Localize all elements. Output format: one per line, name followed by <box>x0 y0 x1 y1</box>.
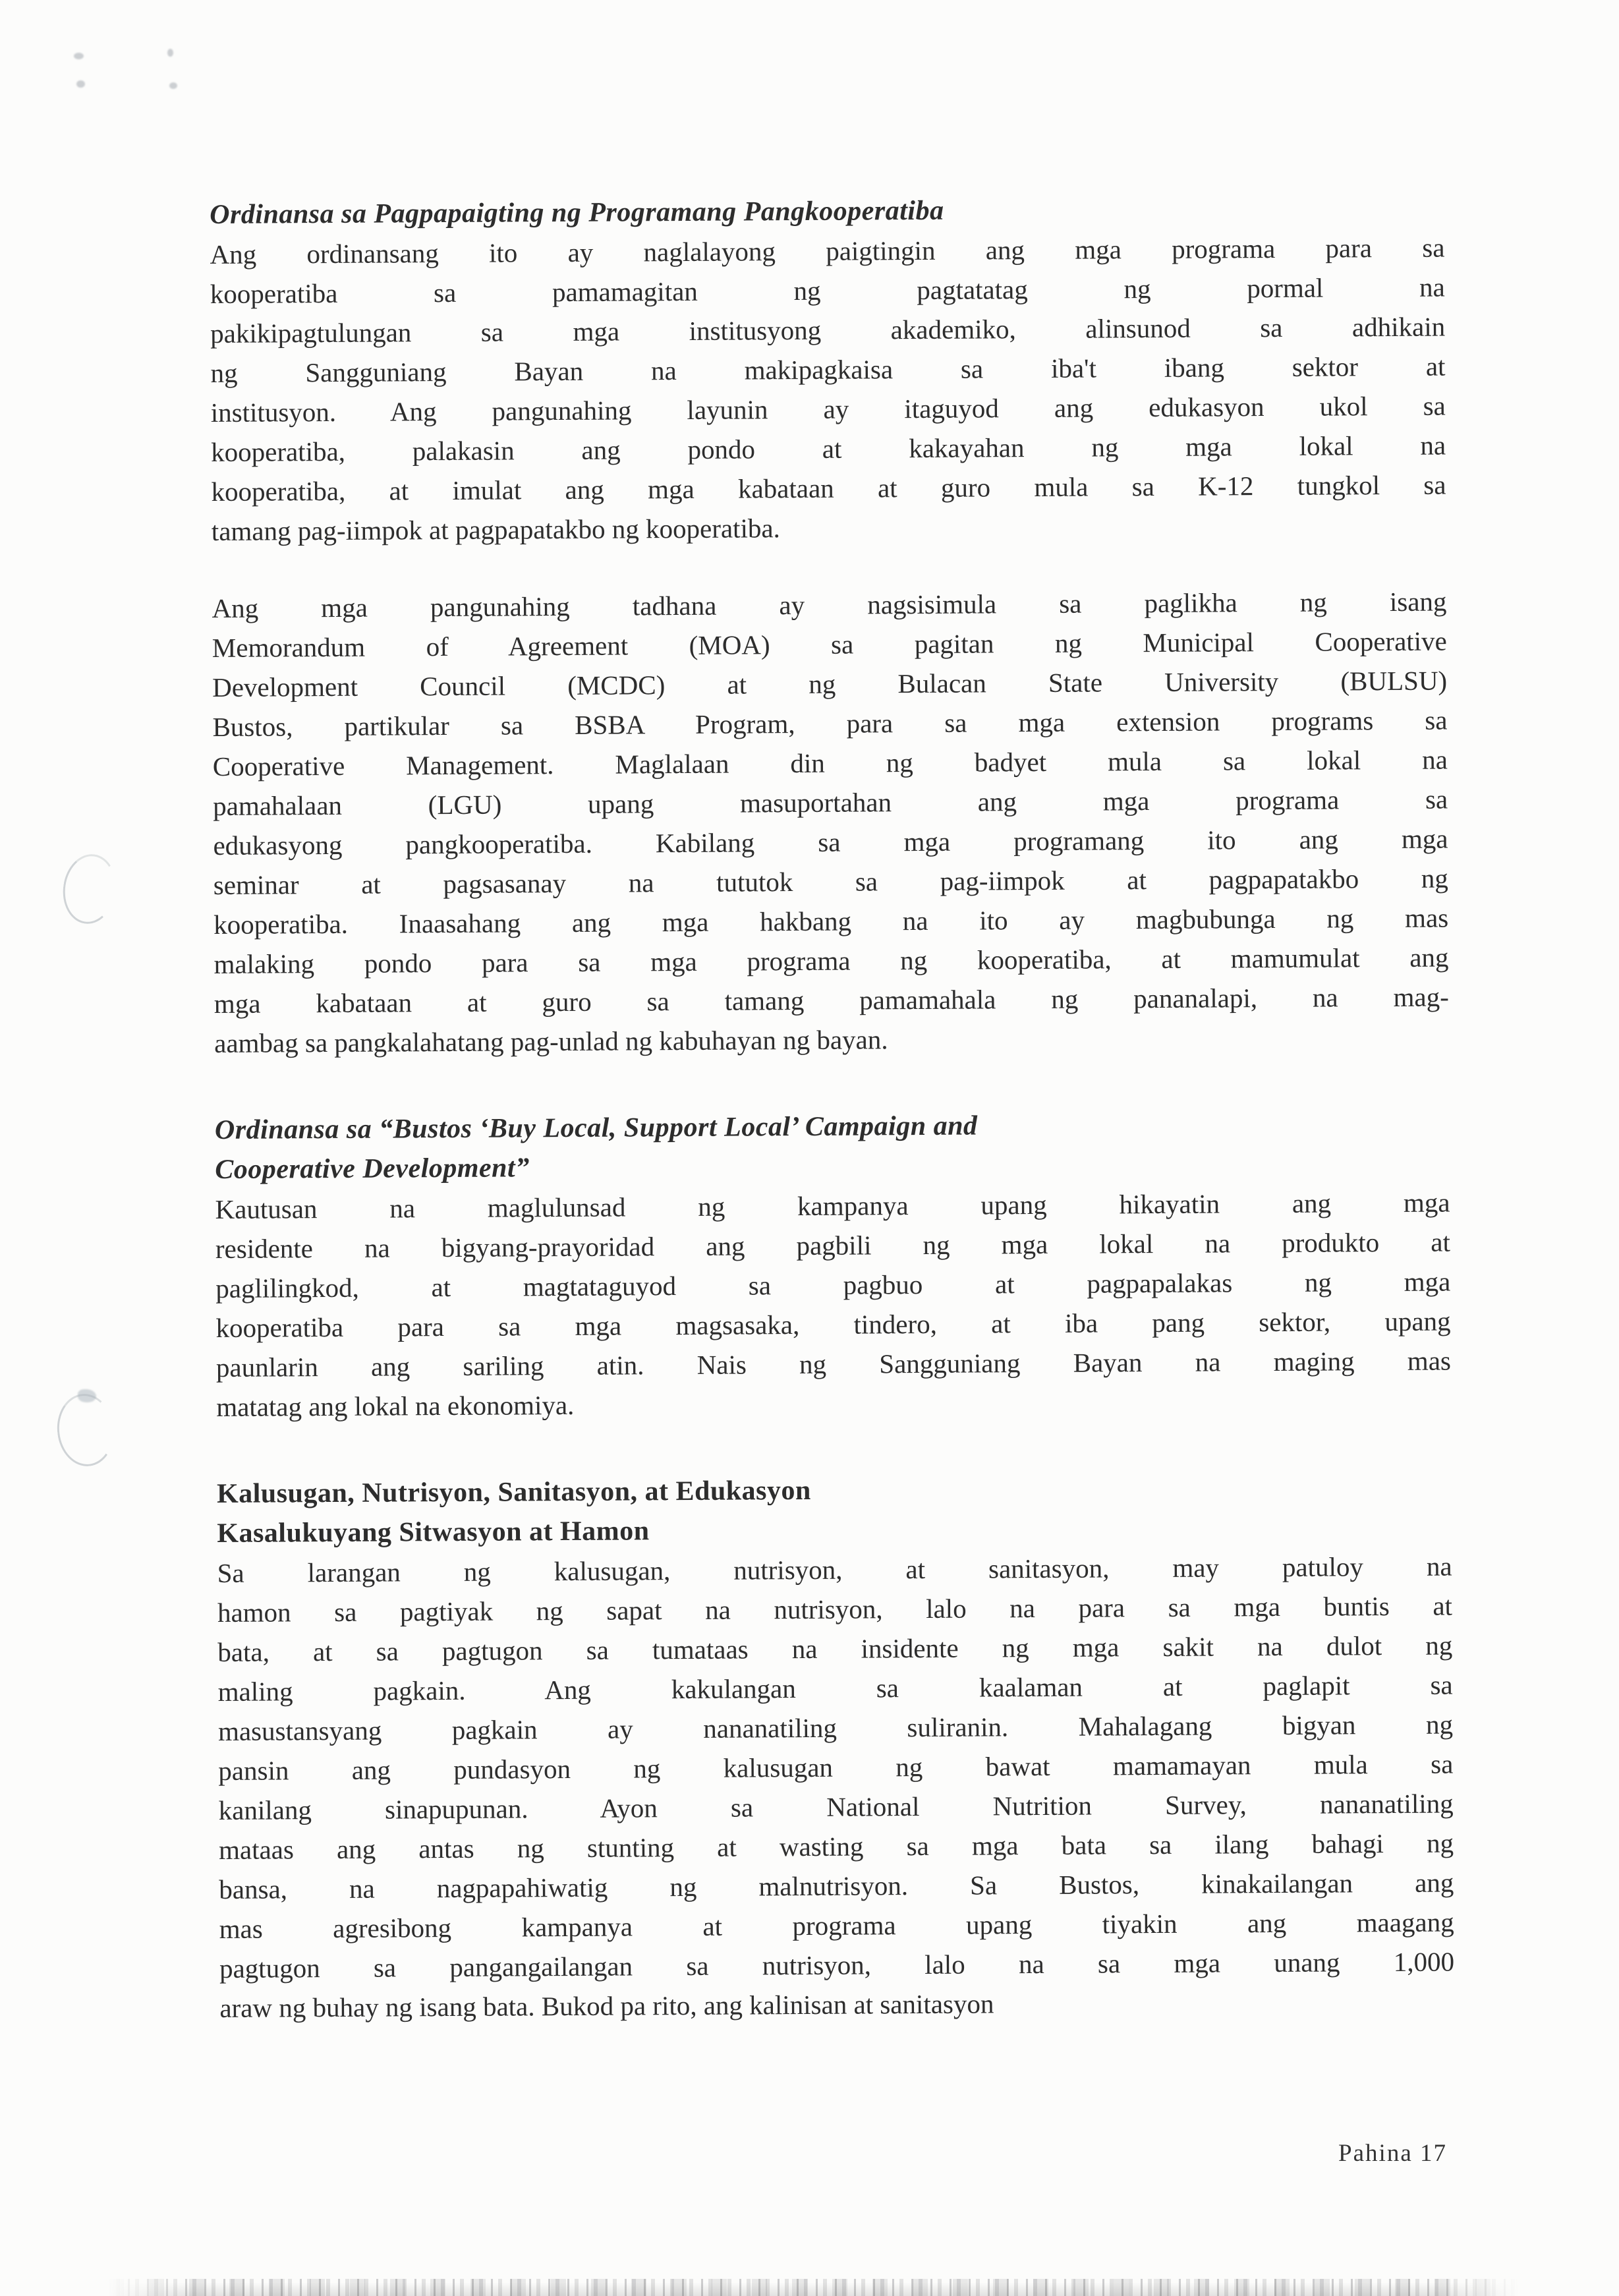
paragraph: Ang ordinansang ito ay naglalayong paigtingin ang mga programa para sa kooperatiba sa pamamagitan ng pagtatatag ng pormal na pakikipagtulungan sa mga institusyong akademiko, alinsunod sa adhikain ng Sangguniang Bayan na makipagkaisa sa iba't ibang sektor at institusyon. Ang pangunahing layunin ay itaguyod ang edukasyon ukol sa kooperatiba, palakasin ang pondo at kakayahan ng mga lokal na kooperatiba, at imulat ang mga kabataan at guro mula sa K-12 tungkol sa tamang pag-iimpok at pagpapatakbo ng kooperatiba. <box>210 232 1446 546</box>
document-content <box>210 188 1455 2028</box>
scan-smudge <box>78 1389 96 1402</box>
punch-hole-mark <box>59 851 121 927</box>
section-heading: Ordinansa sa “Bustos ‘Buy Local, Support Local’ Campaign and Cooperative Development” <box>214 1110 978 1185</box>
section-heading: Ordinansa sa Pagpapaigting ng Programang Pangkooperatiba <box>210 195 944 230</box>
punch-hole-mark <box>53 1391 117 1469</box>
scan-speck <box>76 80 85 88</box>
page-number: Pahina 17 <box>1338 2140 1447 2167</box>
section-buy-local-campaign <box>215 1104 1452 1427</box>
paragraph: Ang mga pangunahing tadhana ay nagsisimula sa paglikha ng isang Memorandum of Agreement (MOA) sa pagitan ng Municipal Cooperative Development Council (MCDC) at ng Bulacan State University (BULSU) Bustos, partikular sa BSBA Program, para sa mga extension programs sa Cooperative Management. Maglalaan din ng badyet mula sa lokal na pamahalaan (LGU) upang masuportahan ang mga programa sa edukasyong pangkooperatiba. Kabilang sa mga programang ito ang mga seminar at pagsasanay na tututok sa pag-iimpok at pagpapatakbo ng kooperatiba. Inaasahang ang mga hakbang na ito ay magbubunga ng mas malaking pondo para sa mga programa ng kooperatiba, at mamumulat ang mga kabataan at guro sa tamang pamamahala ng pananalapi, na mag- aambag sa pangkalahatang pag-unlad ng kabuhayan ng bayan. <box>212 586 1449 1058</box>
section-heading: Kalusugan, Nutrisyon, Sanitasyon, at Edukasyon Kasalukuyang Sitwasyon at Hamon <box>216 1475 811 1549</box>
scan-edge-artifact <box>109 2279 1519 2296</box>
paragraph: Sa larangan ng kalusugan, nutrisyon, at sanitasyon, may patuloy na hamon sa pagtiyak ng sapat na nutrisyon, lalo na para sa mga buntis at bata, at sa pagtugon sa tumataas na insidente ng mga sakit na dulot ng maling pagkain. Ang kakulangan sa kaalaman at paglapit sa masustansyang pagkain ay nananatiling suliranin. Mahalagang bigyan ng pansin ang pundasyon ng kalusugan ng bawat mamamayan mula sa kanilang sinapupunan. Ayon sa National Nutrition Survey, nananatiling mataas ang antas ng stunting at wasting sa mga bata sa ilang bahagi ng bansa, na nagpapahiwatig ng malnutrisyon. Sa Bustos, kinakailangan ang mas agresibong kampanya at programa upang tiyakin ang maagang pagtugon sa pangangailangan sa nutrisyon, lalo na sa mga unang 1,000 araw ng buhay ng isang bata. Bukod pa rito, ang kalinisan at sanitasyon <box>217 1551 1455 2023</box>
scan-speck <box>167 49 173 57</box>
scan-speck <box>169 82 177 89</box>
section-kalusugan-nutrisyon <box>217 1468 1455 2028</box>
section-programang-pangkooperatiba <box>210 188 1446 551</box>
scan-speck <box>74 53 84 59</box>
section-pangunahing-tadhana <box>212 582 1449 1063</box>
paragraph: Kautusan na maglulunsad ng kampanya upang hikayatin ang mga residente na bigyang-prayoridad ang pagbili ng mga lokal na produkto at paglilingkod, at magtataguyod sa pagbuo at pagpapalakas ng mga kooperatiba para sa mga magsasaka, tindero, at iba pang sektor, upang paunlarin ang sariling atin. Nais ng Sangguniang Bayan na maging mas matatag ang lokal na ekonomiya. <box>215 1187 1452 1422</box>
